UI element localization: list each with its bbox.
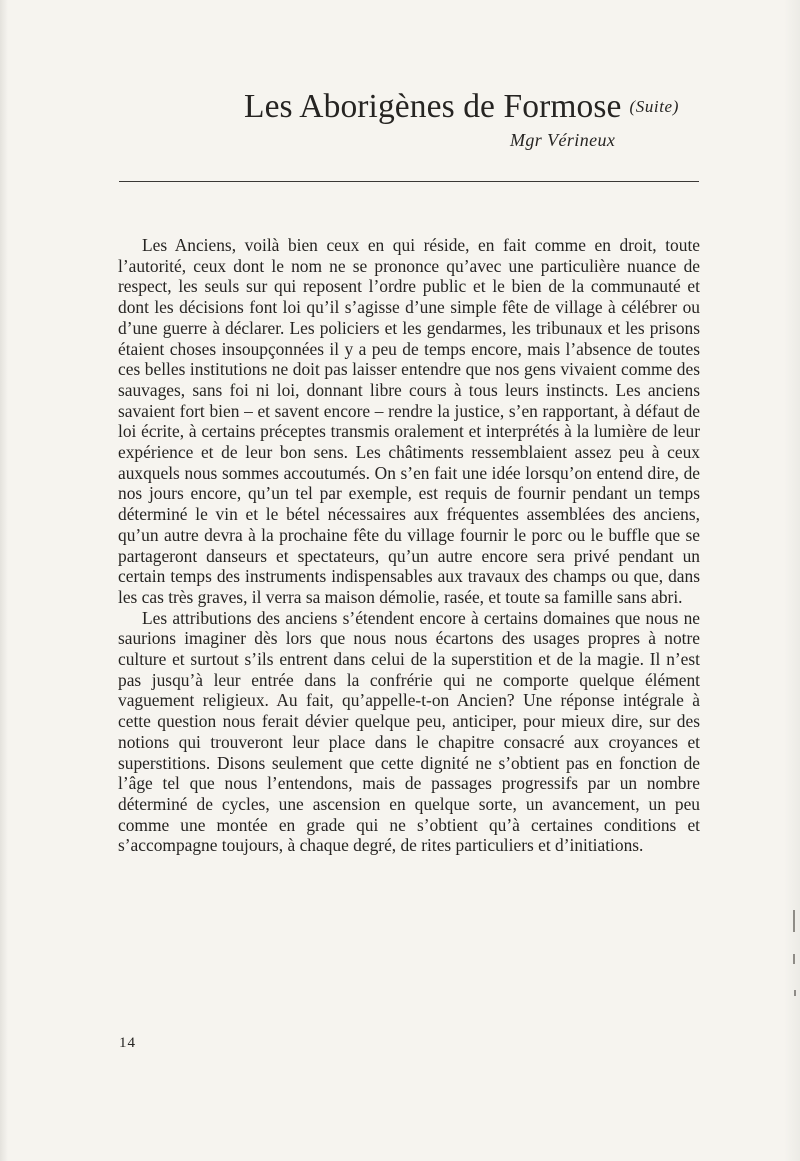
page-edge-right [784,0,800,1161]
body-paragraph-1: Les Anciens, voilà bien ceux en qui réside, en fait comme en droit, toute l’autorité, ceux dont le nom ne se prononce qu’avec une particulière nuance de respect, les seuls sur qui reposent l’ordre public et le bien de la communauté et dont les décisions font loi qu’il s’agisse d’une simple fête de village à célébrer ou d’une guerre à déclarer. Les policiers et les gendarmes, les tribunaux et les prisons étaient choses insoupçonnées il y a peu de temps encore, mais l’absence de toutes ces belles institutions ne doit pas laisser entendre que nos gens vivaient comme des sauvages, sans foi ni loi, donnant libre cours à tous leurs instincts. Les anciens savaient fort bien – et savent encore – rendre la justice, s’en rapportant, à défaut de loi écrite, à certains préceptes transmis oralement et interprétés à la lumière de leur expérience et de leur bon sens. Les châtiments ressemblaient assez peu à ceux auxquels nous sommes accoutumés. On s’en fait une idée lorsqu’on entend dire, de nos jours encore, qu’un tel par exemple, est requis de fournir pendant un temps déterminé le vin et le bétel nécessaires aux fréquentes assemblées des anciens, qu’un autre devra à la prochaine fête du village fournir le porc ou le buffle que se partageront danseurs et spectateurs, qu’un autre encore sera privé pendant un certain temps des instruments indispensables aux travaux des champs ou que, dans les cas très graves, il verra sa maison démolie, rasée, et toute sa famille sans abri. [118,235,700,607]
margin-mark-3 [794,990,796,996]
body-paragraph-2: Les attributions des anciens s’étendent encore à certains domaines que nous ne saurions imaginer dès lors que nous nous écartons des usages propres à notre culture et surtout s’ils entrent dans celui de la superstition et de la magie. Il n’est pas jusqu’à leur entrée dans la confrérie qui ne comporte quelque élément vaguement religieux. Au fait, qu’appelle-t-on Ancien? Une réponse intégrale à cette question nous ferait dévier quelque peu, anticiper, pour mieux dire, sur des notions qui trouveront leur place dans le chapitre consacré aux croyances et superstitions. Disons seulement que cette dignité ne s’obtient pas en fonction de l’âge tel que nous l’entendons, mais de passages progressifs par un nombre déterminé de cycles, une ascension en quelque sorte, un avancement, un peu comme une montée en grade qui ne s’obtient qu’à certaines conditions et s’accompagne toujours, à chaque degré, de rites particuliers et d’initiations. [118,607,700,856]
margin-mark-1 [793,910,795,932]
page-edge-left [0,0,8,1161]
title-suite-label: (Suite) [629,97,679,116]
article-body [118,235,700,856]
author-name: Mgr Vérineux [510,130,616,150]
title-line [244,88,714,126]
title-rule-divider [119,181,699,182]
margin-mark-2 [793,954,795,964]
page-number: 14 [119,1035,136,1051]
page-title: Les Aborigènes de Formose [244,88,622,125]
